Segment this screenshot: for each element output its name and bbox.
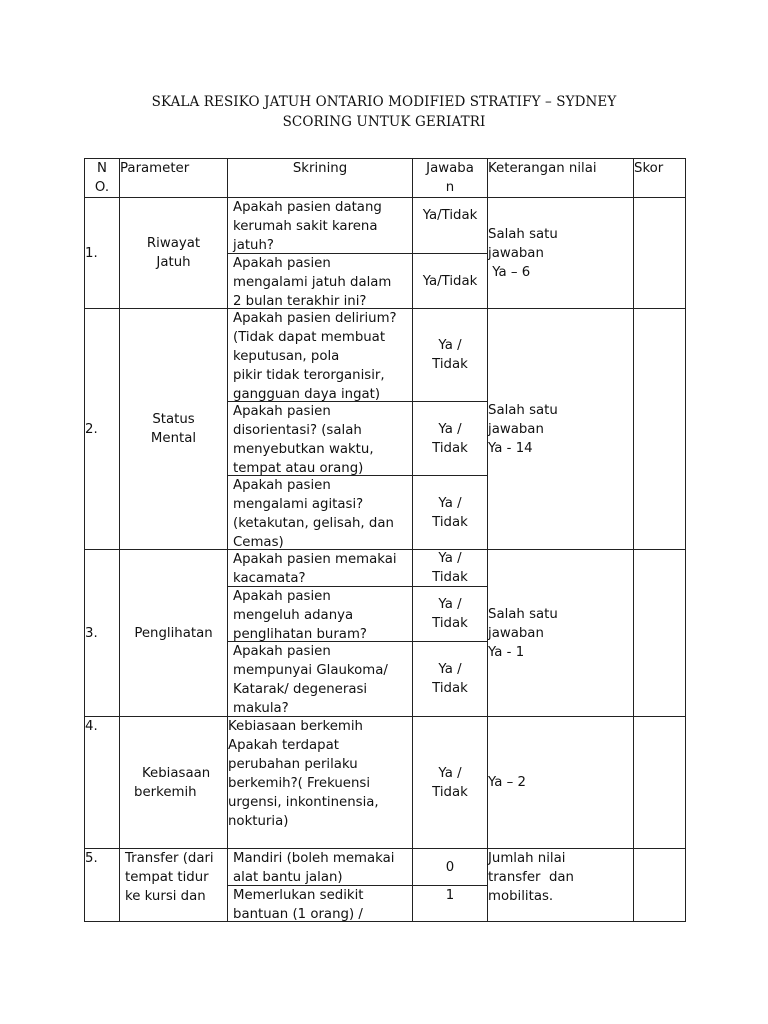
text-line: O. [94,180,110,195]
answer-option [413,402,487,476]
text-line: mengeluh adanya [233,608,354,623]
answer-option [413,849,487,886]
header-parameter: Parameter [120,159,228,198]
row-number: 3. [85,550,120,717]
text-line: Ya / [438,765,462,781]
text-line: keputusan, pola [233,349,340,364]
text-line: N [97,161,107,176]
skor-cell [634,849,686,922]
text-line: jatuh? [233,238,274,253]
screening-question [228,402,412,476]
text-line: Ya / [438,495,462,511]
text-line: Cemas) [233,535,284,550]
screening-question [228,550,412,587]
table-row [85,309,686,550]
text-line: (Tidak dapat membuat [233,330,386,345]
screening-group [228,309,413,550]
text-line: urgensi, inkontinensia, [228,795,379,810]
text-line: Apakah pasien [233,478,331,493]
text-line: Jawaba [426,161,474,176]
text-line: Tidak [432,440,468,456]
document-title-line-2: SCORING UNTUK GERIATRI [282,114,486,130]
answer-option [413,587,487,642]
text-line: ke kursi dan [125,889,206,904]
answer-option [413,309,487,402]
text-line: gangguan daya ingat) [233,387,381,402]
answer-option [413,198,487,254]
screening-group [228,849,413,922]
text-line: Status [152,412,195,427]
text-line: berkemih [134,784,197,800]
text-line: Salah satu [488,226,558,242]
keterangan-nilai [488,198,634,309]
text-line: Ya / [438,662,462,677]
row-parameter [120,198,228,309]
text-line: tempat tidur [125,870,209,885]
screening-question [228,642,412,716]
text-line: alat bantu jalan) [233,870,343,885]
screening-question [228,476,412,549]
screening-question [228,886,412,921]
text-line: Katarak/ degenerasi [233,682,368,697]
text-line: n [445,180,455,195]
answer-option [413,476,487,549]
text-line: mempunyai Glaukoma/ [233,663,388,678]
text-line: perubahan perilaku [228,757,358,772]
text-line: Apakah pasien datang [233,200,382,215]
header-skor: Skor [634,159,686,198]
text-line: Ya / [438,551,462,566]
text-line: jawaban [488,625,544,641]
text-line: Apakah pasien [233,589,331,604]
text-line: Ya / [438,421,462,437]
header-row [85,159,686,198]
text-line: Ya - 14 [488,440,533,456]
skor-cell [634,309,686,550]
answer-option [413,717,488,849]
text-line: tempat atau orang) [233,461,364,476]
text-line: Ya - 1 [488,644,525,660]
text-line: bantuan (1 orang) / [233,907,363,922]
text-line: transfer dan [488,870,574,885]
text-line: makula? [233,701,289,716]
row-number: 1. [85,198,120,309]
screening-question [228,849,412,886]
text-line: mobilitas. [488,889,554,904]
text-line: nokturia) [228,814,289,829]
screening-question [228,717,413,849]
row-parameter [120,309,228,550]
text-line: Apakah pasien delirium? [233,311,397,326]
text-line: Mental [150,431,197,446]
text-line: Tidak [432,784,468,800]
text-line: Tidak [432,357,468,372]
row-parameter: Penglihatan [120,550,228,717]
answer-group [413,309,488,550]
text-line: Ya/Tidak [422,273,478,289]
table-row [85,717,686,849]
text-line: Jatuh [156,255,191,270]
screening-question [228,198,412,254]
table-row [85,849,686,922]
screening-group [228,550,413,717]
text-line: mengalami agitasi? [233,497,364,512]
text-line: 0 [445,859,455,875]
text-line: Tidak [432,681,468,696]
screening-group [228,198,413,309]
text-line: berkemih?( Frekuensi [228,776,371,791]
screening-question [228,254,412,308]
text-line: jawaban [488,245,544,261]
header-jawaban [413,159,488,198]
text-line: kacamata? [233,571,306,586]
text-line: penglihatan buram? [233,627,367,642]
text-line: Tidak [432,616,468,631]
header-no [85,159,120,198]
text-line: 1 [445,888,455,903]
text-line: 2 bulan terakhir ini? [233,294,367,309]
text-line: Apakah pasien memakai [233,552,397,567]
keterangan-nilai [488,309,634,550]
row-number: 4. [85,717,120,849]
text-line: Salah satu [488,606,558,622]
table-row [85,198,686,309]
text-line: Jumlah nilai [488,851,566,866]
text-line: menyebutkan waktu, [233,442,374,457]
text-line: Apakah pasien [233,644,331,659]
row-number: 5. [85,849,120,922]
row-parameter [120,849,228,922]
answer-option [413,254,487,308]
document-title-line-1: SKALA RESIKO JATUH ONTARIO MODIFIED STRATIFY – SYDNEY [151,94,617,110]
skor-cell [634,717,686,849]
text-line: disorientasi? (salah [233,423,362,438]
keterangan-nilai [488,717,634,849]
keterangan-nilai [488,550,634,717]
answer-option [413,642,487,716]
text-line: Mandiri (boleh memakai [233,851,395,866]
text-line: Kebiasaan berkemih [228,719,363,734]
text-line: (ketakutan, gelisah, dan [233,516,394,531]
text-line: Salah satu [488,402,558,418]
text-line: mengalami jatuh dalam [233,275,392,290]
screening-question [228,587,412,642]
text-line: Ya – 2 [488,775,527,790]
screening-question [228,309,412,402]
table-row [85,550,686,717]
text-line: Apakah terdapat [228,738,339,753]
text-line: Memerlukan sedikit [233,888,364,903]
answer-group [413,198,488,309]
answer-option [413,886,487,921]
text-line: Apakah pasien [233,256,331,271]
text-line: Tidak [432,570,468,585]
text-line: Ya/Tidak [422,208,478,223]
answer-group [413,849,488,922]
keterangan-nilai [488,849,634,922]
header-keterangan: Keterangan nilai [488,159,634,198]
text-line: Tidak [432,514,468,530]
text-line: Riwayat [146,236,201,251]
text-line: pikir tidak terorganisir, [233,368,385,383]
text-line: kerumah sakit karena [233,219,378,234]
text-line: Ya / [438,338,462,353]
risk-scale-table [84,158,686,922]
text-line: Apakah pasien [233,404,331,419]
text-line: Ya – 6 [488,264,531,280]
text-line: Transfer (dari [125,851,214,866]
skor-cell [634,198,686,309]
text-line: Kebiasaan [142,765,211,781]
row-number: 2. [85,309,120,550]
header-skrining: Skrining [228,159,413,198]
text-line: Ya / [438,597,462,612]
text-line: jawaban [488,421,544,437]
skor-cell [634,550,686,717]
answer-option [413,550,487,587]
row-parameter [120,717,228,849]
answer-group [413,550,488,717]
